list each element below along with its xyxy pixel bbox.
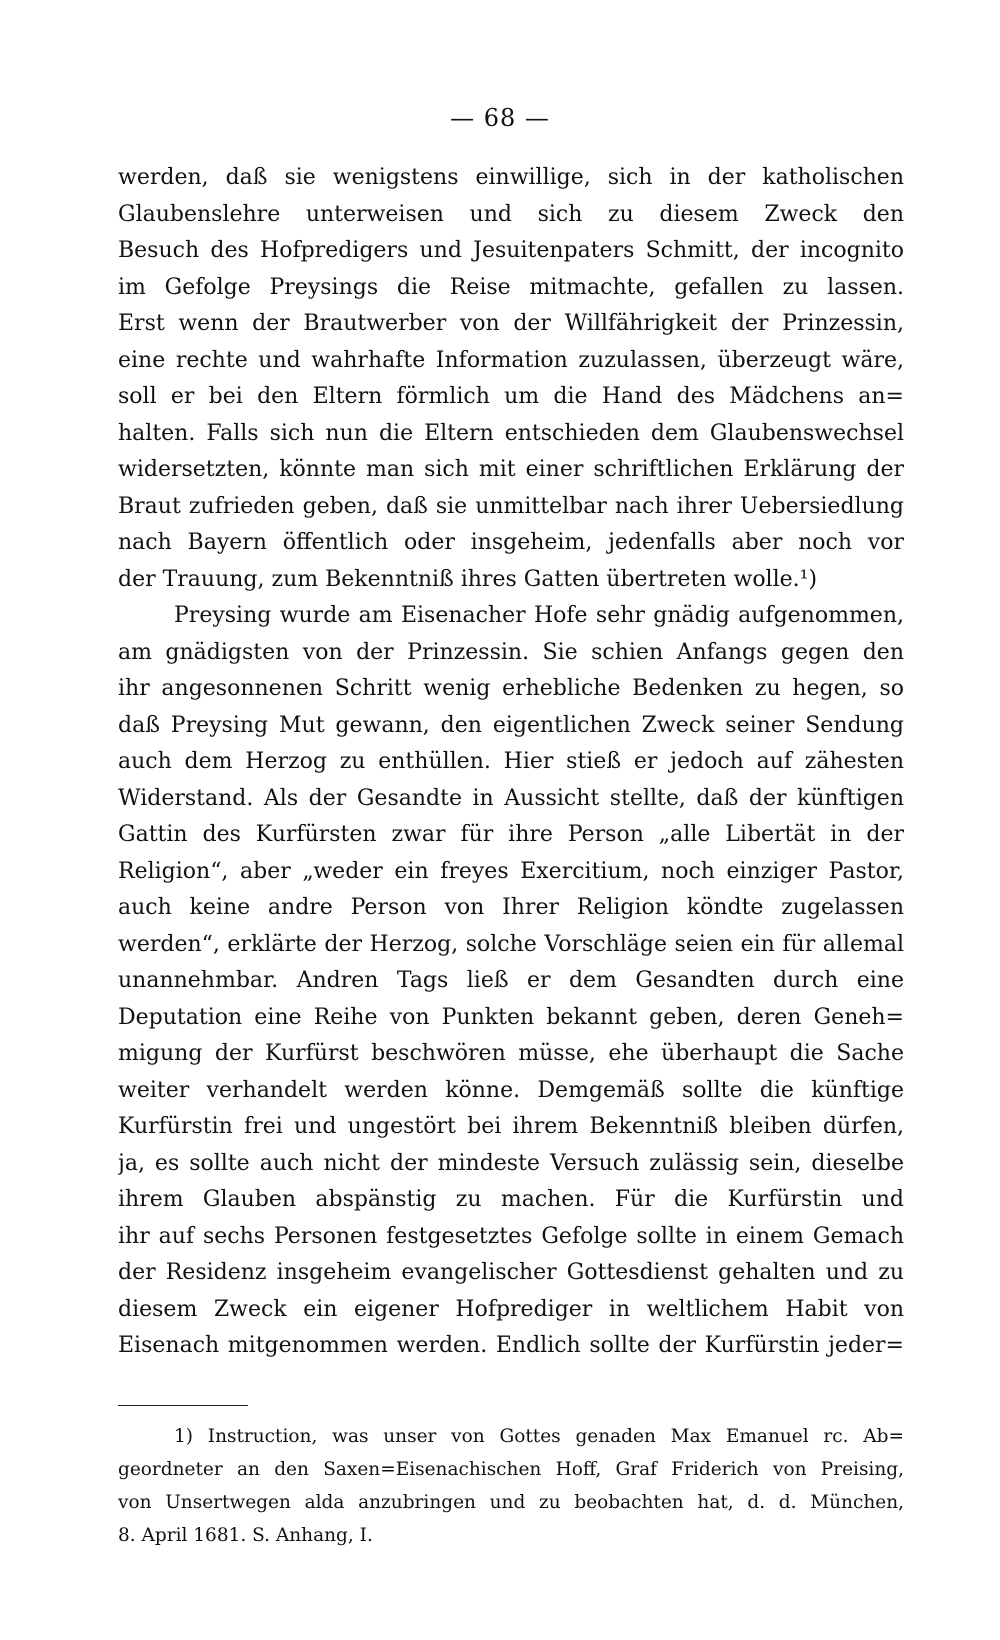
- footnote-line: 1) Instruction, was unser von Gottes genaden Max Emanuel rc. Ab=: [174, 1426, 904, 1447]
- text-line: Deputation eine Reihe von Punkten bekannt geben, deren Geneh=: [118, 1004, 904, 1030]
- footnote-line: 8. April 1681. S. Anhang, I.: [118, 1525, 373, 1546]
- text-line: werden“, erklärte der Herzog, solche Vorschläge seien ein für allemal: [118, 931, 904, 957]
- text-line: im Gefolge Preysings die Reise mitmachte, gefallen zu lassen.: [118, 274, 904, 300]
- text-line: der Residenz insgeheim evangelischer Gottesdienst gehalten und zu: [118, 1260, 904, 1285]
- text-line: halten. Falls sich nun die Eltern entschieden dem Glaubenswechsel: [118, 420, 904, 446]
- text-line: daß Preysing Mut gewann, den eigentlichen Zweck seiner Sendung: [118, 712, 904, 738]
- text-line: ihrem Glauben abspänstig zu machen. Für die Kurfürstin und: [118, 1187, 904, 1212]
- text-line: weiter verhandelt werden könne. Demgemäß sollte die künftige: [118, 1077, 904, 1103]
- text-line: Kurfürstin frei und ungestört bei ihrem Bekenntniß bleiben dürfen,: [118, 1114, 904, 1139]
- text-line: Glaubenslehre unterweisen und sich zu diesem Zweck den: [118, 201, 904, 227]
- text-line: Widerstand. Als der Gesandte in Aussicht stellte, daß der künftigen: [118, 785, 904, 811]
- text-line: migung der Kurfürst beschwören müsse, ehe überhaupt die Sache: [118, 1041, 904, 1066]
- text-line: werden, daß sie wenigstens einwillige, sich in der katholischen: [118, 165, 904, 190]
- text-line: ihr angesonnenen Schritt wenig erhebliche Bedenken zu hegen, so: [118, 676, 904, 701]
- text-line: eine rechte und wahrhafte Information zuzulassen, überzeugt wäre,: [118, 347, 904, 373]
- body-text: [118, 160, 904, 1365]
- text-line: Eisenach mitgenommen werden. Endlich sollte der Kurfürstin jeder=: [118, 1333, 904, 1358]
- footnote-line: von Unsertwegen alda anzubringen und zu beobachten hat, d. d. München,: [118, 1492, 904, 1513]
- text-line: Besuch des Hofpredigers und Jesuitenpaters Schmitt, der incognito: [118, 238, 904, 263]
- text-line: der Trauung, zum Bekenntniß ihres Gatten übertreten wolle.¹): [118, 566, 818, 592]
- text-line: nach Bayern öffentlich oder insgeheim, jedenfalls aber noch vor: [118, 530, 904, 555]
- text-line: Preysing wurde am Eisenacher Hofe sehr gnädig aufgenommen,: [174, 603, 904, 628]
- text-line: auch keine andre Person von Ihrer Religion köndte zugelassen: [118, 895, 904, 920]
- text-line: Gattin des Kurfürsten zwar für ihre Person „alle Libertät in der: [118, 822, 904, 847]
- text-line: soll er bei den Eltern förmlich um die Hand des Mädchens an=: [118, 384, 904, 409]
- text-line: am gnädigsten von der Prinzessin. Sie schien Anfangs gegen den: [118, 639, 904, 665]
- text-line: auch dem Herzog zu enthüllen. Hier stieß er jedoch auf zähesten: [118, 749, 904, 774]
- text-line: Erst wenn der Brautwerber von der Willfährigkeit der Prinzessin,: [118, 311, 904, 336]
- text-line: Braut zufrieden geben, daß sie unmittelbar nach ihrer Uebersiedlung: [118, 493, 904, 519]
- footnote-line: geordneter an den Saxen=Eisenachischen Hoff, Graf Friderich von Preising,: [118, 1459, 904, 1480]
- text-line: ihr auf sechs Personen festgesetztes Gefolge sollte in einem Gemach: [118, 1223, 904, 1249]
- text-line: unannehmbar. Andren Tags ließ er dem Gesandten durch eine: [118, 968, 904, 993]
- footnote-divider: [118, 1405, 248, 1406]
- footnote: [118, 1420, 904, 1552]
- text-line: widersetzten, könnte man sich mit einer schriftlichen Erklärung der: [118, 457, 904, 482]
- page-number: — 68 —: [450, 104, 550, 132]
- text-line: ja, es sollte auch nicht der mindeste Versuch zulässig sein, dieselbe: [118, 1150, 904, 1176]
- text-line: Religion“, aber „weder ein freyes Exercitium, noch einziger Pastor,: [118, 858, 904, 884]
- text-line: diesem Zweck ein eigener Hofprediger in weltlichem Habit von: [118, 1296, 904, 1322]
